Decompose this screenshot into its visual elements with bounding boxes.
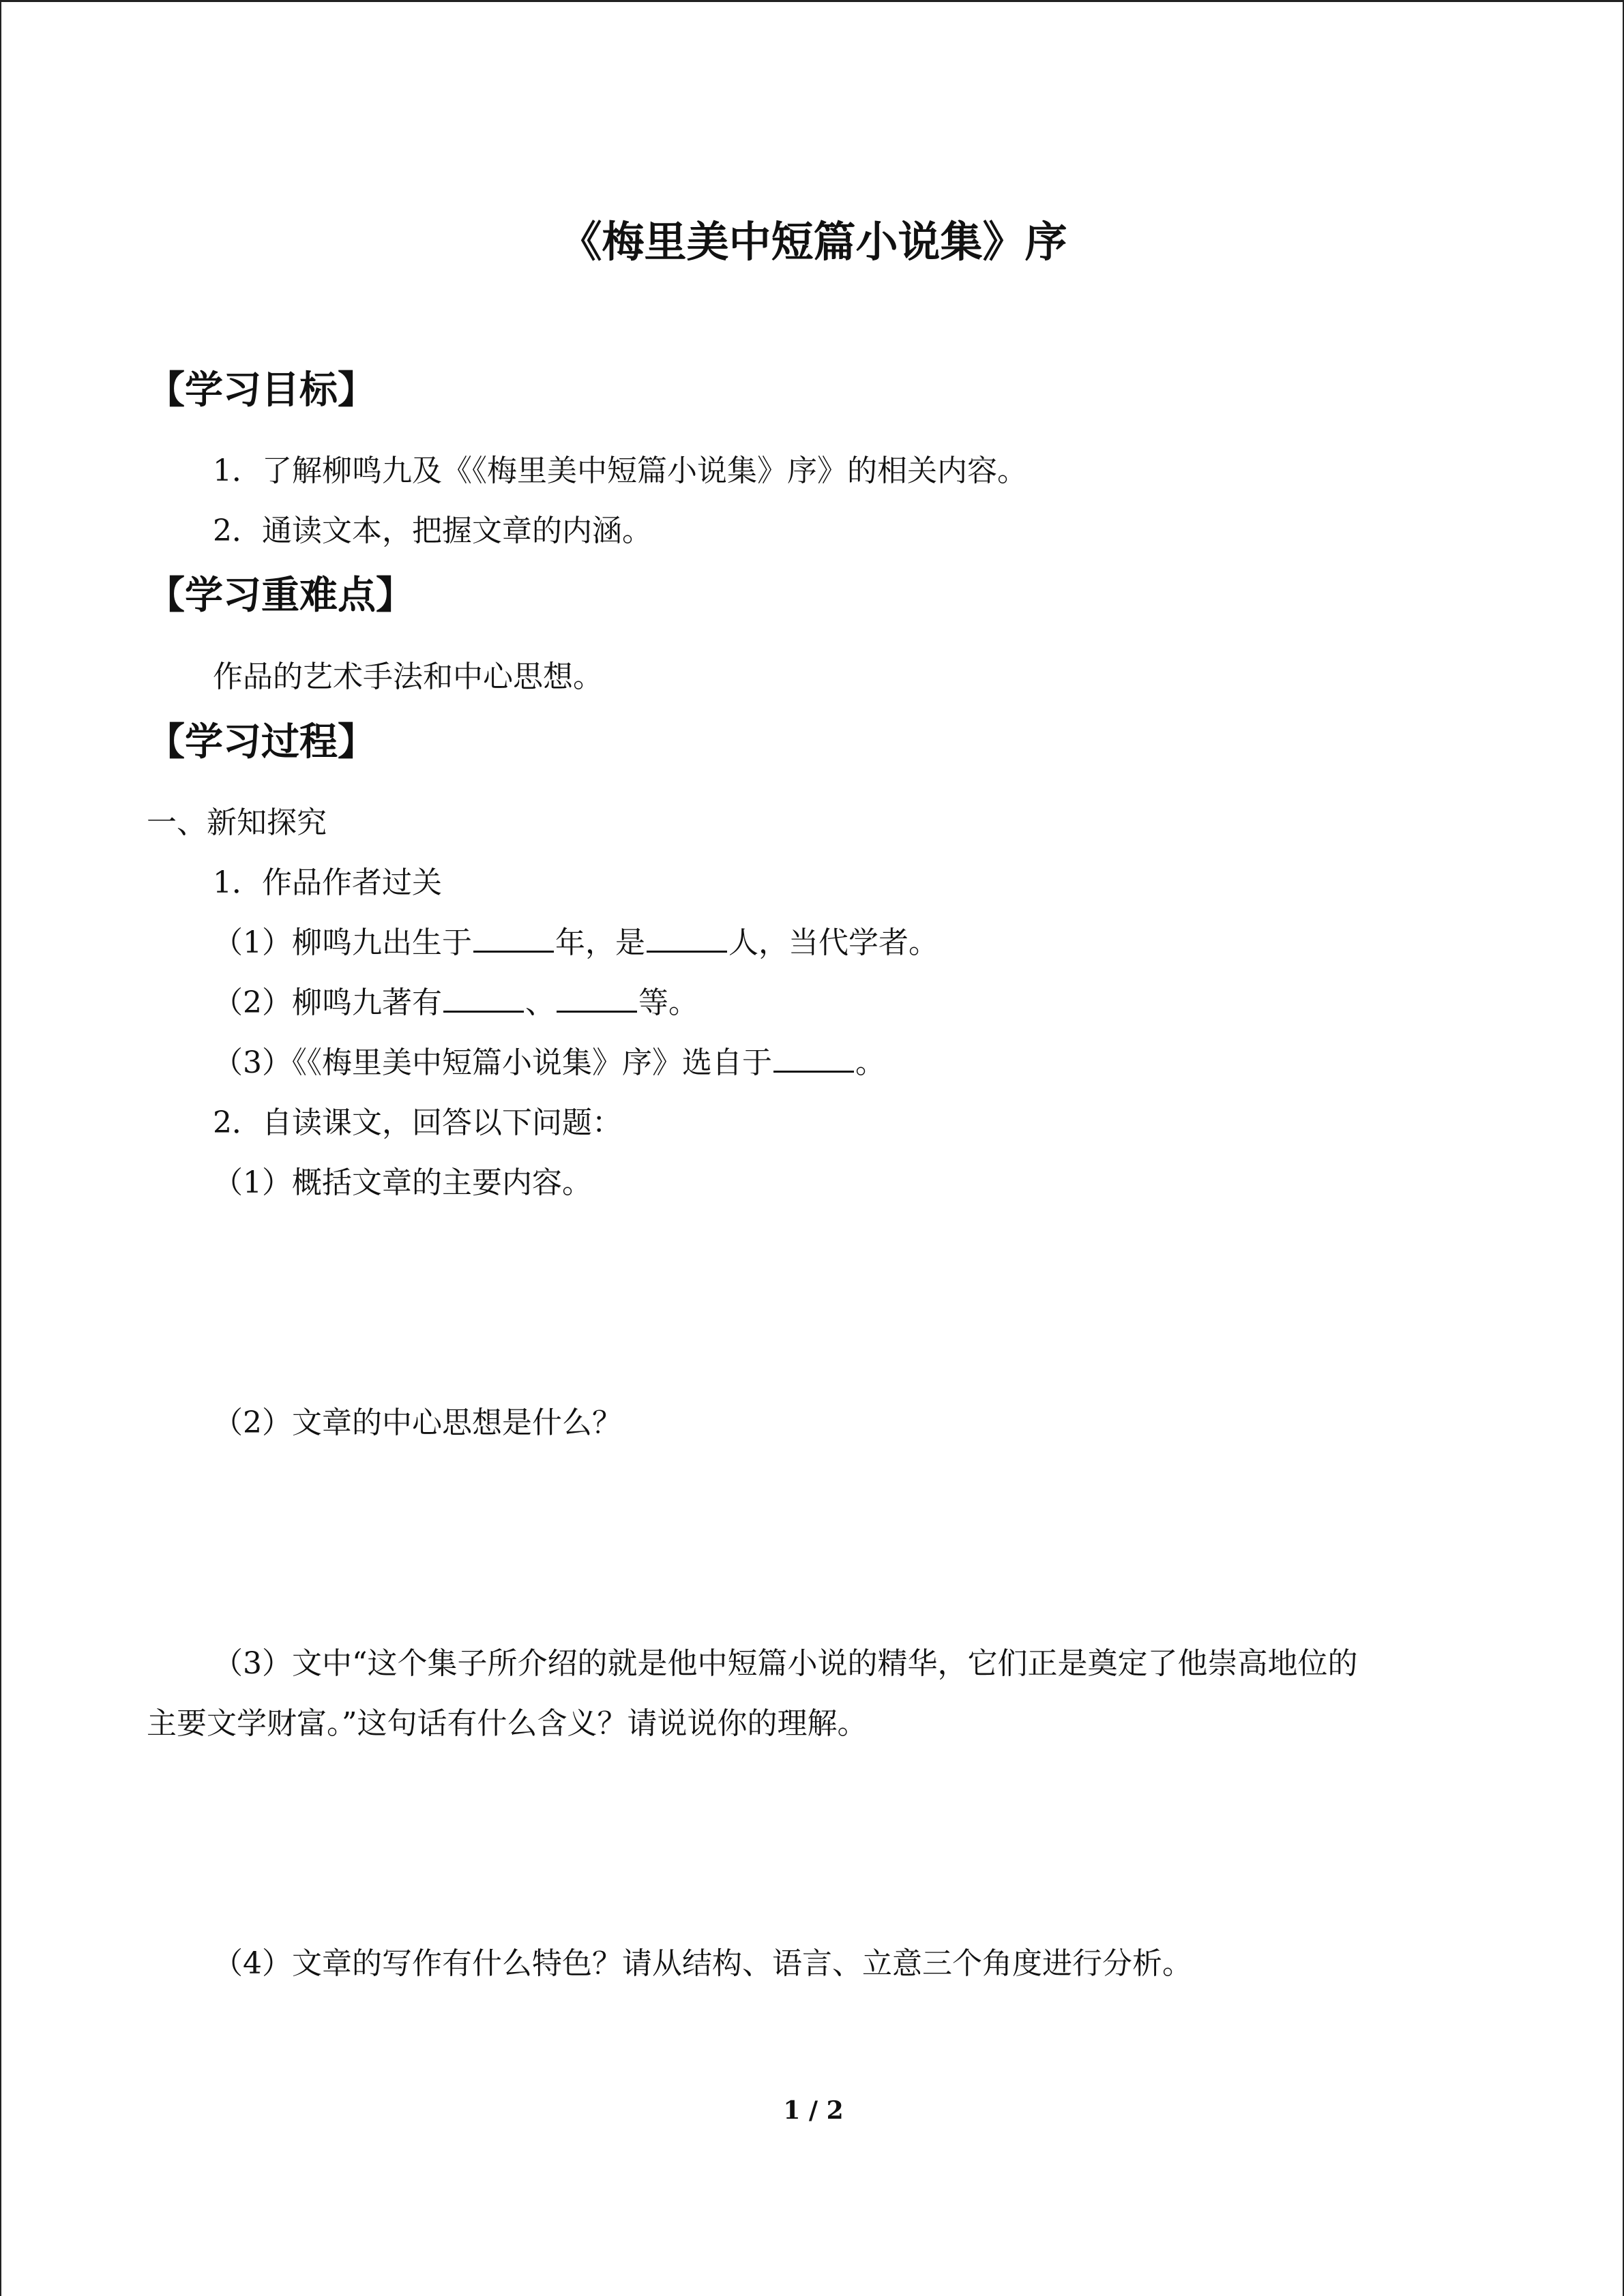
fill-blank-4[interactable] <box>557 983 637 1013</box>
reading-question-3-line-1: （3）文中“这个集子所介绍的就是他中短篇小说的精华，它们正是奠定了他崇高地位的 <box>213 1646 1358 1681</box>
question-2-part-c: 等。 <box>638 985 698 1020</box>
question-3-part-b: 。 <box>855 1045 885 1080</box>
heading-process: 【学习过程】 <box>147 719 376 764</box>
question-3-part-a: （3）《《梅里美中短篇小说集》序》选自于 <box>213 1045 772 1080</box>
fill-blank-3[interactable] <box>443 983 524 1013</box>
question-2 <box>213 983 698 1024</box>
question-1-part-a: （1）柳鸣九出生于 <box>213 925 472 960</box>
reading-question-1: （1）概括文章的主要内容。 <box>213 1165 592 1200</box>
heading-objectives: 【学习目标】 <box>147 368 376 413</box>
section-new-knowledge: 一、新知探究 <box>147 805 327 840</box>
key-points-text: 作品的艺术手法和中心思想。 <box>213 659 603 694</box>
question-1-part-b: 年，是 <box>555 925 645 960</box>
question-2-part-b: 、 <box>525 985 555 1020</box>
reading-question-2: （2）文章的中心思想是什么？ <box>213 1405 622 1440</box>
heading-key-points: 【学习重难点】 <box>147 573 414 618</box>
fill-blank-5[interactable] <box>773 1043 854 1073</box>
reading-question-3-line-2: 主要文学财富。”这句话有什么含义？请说说你的理解。 <box>147 1706 868 1741</box>
fill-blank-1[interactable] <box>473 923 554 953</box>
item-author-check: 1．作品作者过关 <box>213 865 442 900</box>
question-3 <box>213 1043 885 1084</box>
page-title: 《梅里美中短篇小说集》序 <box>559 217 1067 267</box>
objective-item-1: 1．了解柳鸣九及《《梅里美中短篇小说集》序》的相关内容。 <box>213 453 1027 488</box>
fill-blank-2[interactable] <box>647 923 727 953</box>
question-1-part-c: 人，当代学者。 <box>728 925 939 960</box>
objective-item-2: 2．通读文本，把握文章的内涵。 <box>213 513 652 548</box>
question-1 <box>213 923 939 964</box>
reading-question-4: （4）文章的写作有什么特色？请从结构、语言、立意三个角度进行分析。 <box>213 1946 1192 1981</box>
question-2-part-a: （2）柳鸣九著有 <box>213 985 442 1020</box>
page-number: 1 / 2 <box>783 2096 844 2125</box>
item-self-reading: 2．自读课文，回答以下问题： <box>213 1105 622 1140</box>
